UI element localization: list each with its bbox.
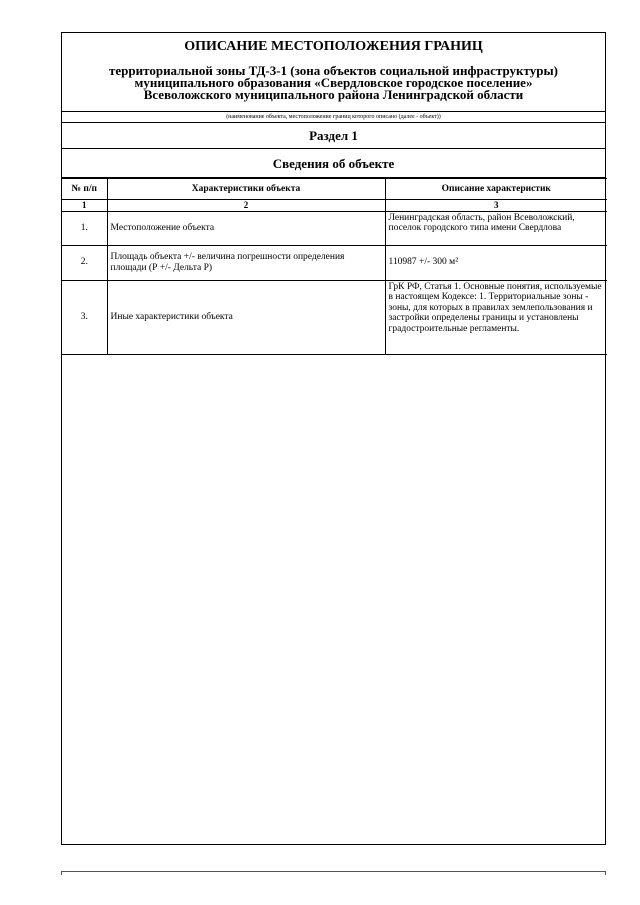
subtitle-line: муниципального образования «Свердловское городское поселение»	[134, 75, 533, 90]
column-number: 2	[107, 200, 385, 212]
object-info-table	[62, 178, 607, 355]
column-header-num: № п/п	[62, 179, 107, 200]
row-number: 3.	[62, 280, 107, 354]
page-footer-rule	[61, 871, 606, 875]
section-title: Раздел 1	[62, 123, 605, 149]
column-number: 1	[62, 200, 107, 212]
row-characteristic: Местоположение объекта	[107, 211, 385, 245]
table-row	[62, 280, 607, 354]
column-header-characteristic: Характеристики объекта	[107, 179, 385, 200]
table-header-row	[62, 179, 607, 200]
column-number: 3	[385, 200, 607, 212]
document-header	[62, 33, 605, 112]
subtitle-line: Всеволожского муниципального района Ленинградской области	[143, 87, 524, 102]
document-title: ОПИСАНИЕ МЕСТОПОЛОЖЕНИЯ ГРАНИЦ	[184, 39, 483, 54]
table-row	[62, 245, 607, 280]
column-numbers-row	[62, 200, 607, 212]
column-header-description: Описание характеристик	[385, 179, 607, 200]
table-row	[62, 211, 607, 245]
subtitle-line: территориальной зоны ТД-3-1 (зона объектов социальной инфраструктуры)	[109, 63, 558, 78]
section-subtitle: Сведения об объекте	[62, 149, 605, 178]
row-description: Ленинградская область, район Всеволожский, поселок городского типа имени Свердлова	[385, 211, 607, 245]
row-number: 2.	[62, 245, 107, 280]
row-description: ГрК РФ, Статья 1. Основные понятия, используемые в настоящем Кодексе: 1. Территориальные зоны - зоны, для которых в правилах землепользования и застройки определены границы и установлены градостроительные регламенты.	[385, 280, 607, 354]
row-description: 110987 +/- 300 м²	[385, 245, 607, 280]
document-frame	[61, 32, 606, 845]
document-subtitle	[62, 65, 605, 101]
row-characteristic: Иные характеристики объекта	[107, 280, 385, 354]
row-number: 1.	[62, 211, 107, 245]
object-name-note: (наименование объекта, местоположение границ которого описано (далее - объект))	[62, 112, 605, 123]
row-characteristic: Площадь объекта +/- величина погрешности определения площади (Р +/- Дельта Р)	[107, 245, 385, 280]
